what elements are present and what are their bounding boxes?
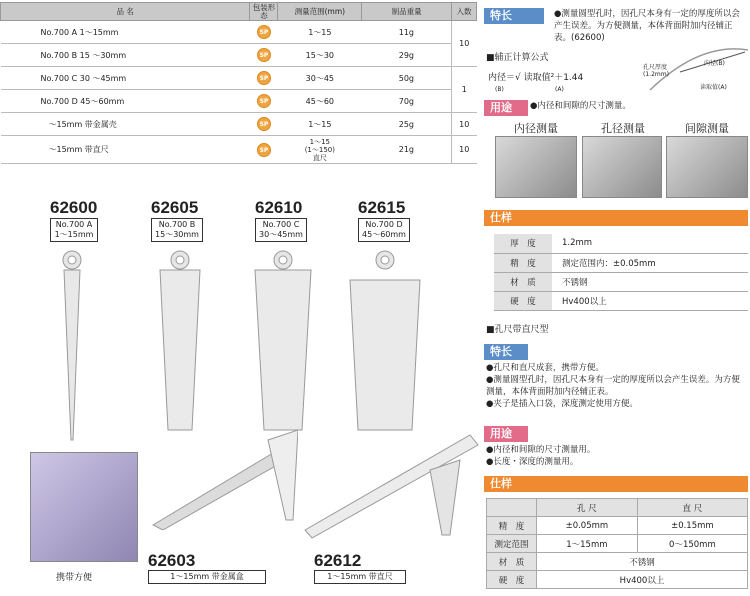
table-row: No.700 C 30 ～45mm SP 30～45 50g 1 — [1, 67, 477, 90]
tool-label: No.700 A 1～15mm — [50, 218, 98, 242]
use-text: ●内径和间隙的尺寸测量。 — [530, 101, 631, 111]
formula-b: (B) — [495, 86, 504, 93]
table-row: No.700 A 1～15mm SP 1～15 11g 10 — [1, 21, 477, 44]
use2-text: ●内径和间隙的尺寸测量用。 ●长度・深度的测量用。 — [486, 445, 596, 467]
feature2-text: ●孔尺和直尺成套，携带方便。 ●测量圆型孔时，因孔尺本身有一定的厚度所以会产生误差。为方便测量，本体背面附加内径辅正表。 ●夹子是插入口袋，深度测定使用方便。 — [486, 363, 740, 409]
section2-title: ■孔尺带直尺型 — [486, 325, 549, 335]
sp-badge-icon: SP — [257, 48, 271, 62]
photo-inner-measure — [495, 136, 577, 198]
formula-a: (A) — [555, 86, 564, 93]
spec2-table: 孔 尺 直 尺 精 度 ±0.05mm ±0.15mm 测定范围 1～15mm 0～150mm 材 质 不锈钢 硬 度 Hv400以上 — [486, 498, 748, 589]
photo-label: 间隙测量 — [685, 122, 729, 135]
tool-label: No.700 C 30～45mm — [255, 218, 307, 242]
tool-label: 1～15mm 带直尺 — [314, 570, 406, 584]
feature-text: ●测量圆型孔时，因孔尺本身有一定的厚度所以会产生误差。为方便测量，本体背面附加内径辅正表。(62600) — [554, 9, 740, 43]
gauge-d-icon — [350, 251, 420, 430]
table-row: ～15mm 带直尺 SP 1～15 (1～150) 直尺 21g 10 — [1, 136, 477, 164]
table-row: No.700 B 15 ～30mm SP 15～30 29g — [1, 44, 477, 67]
col-pack: 包装形态 — [250, 3, 278, 21]
spec2-header: 仕样 — [484, 476, 748, 492]
tool-code: 62605 — [151, 198, 199, 217]
feature-header: 特长 — [484, 8, 544, 24]
photo-gap-measure — [666, 136, 748, 198]
tool-code: 62603 — [148, 551, 196, 570]
tool-label: 1～15mm 带金属盒 — [148, 570, 266, 584]
col-name: 品 名 — [1, 3, 250, 21]
gauge-c-icon — [255, 251, 311, 430]
tool-label: No.700 B 15～30mm — [151, 218, 203, 242]
tool-code: 62610 — [255, 198, 303, 217]
tool-code: 62615 — [358, 198, 406, 217]
sp-badge-icon: SP — [257, 117, 271, 131]
diagram-label: 孔尺厚度(1.2mm) — [643, 64, 669, 78]
product-table — [0, 2, 477, 164]
col-range: 测量范围(mm) — [278, 3, 362, 21]
formula-title: ■辅正计算公式 — [486, 53, 549, 63]
table-row: No.700 D 45～60mm SP 45～60 70g — [1, 90, 477, 113]
diagram-label: 读取值(A) — [700, 84, 727, 91]
gauge-a-icon — [63, 251, 81, 440]
diagram-label: 内径(B) — [704, 60, 725, 67]
use-header: 用途 — [484, 100, 528, 116]
spec-table: 厚 度 1.2mm 精 度 测定范围内：±0.05mm 材 质 不锈钢 硬 度 Hv400以上 — [494, 234, 748, 311]
sp-badge-icon: SP — [257, 71, 271, 85]
sp-badge-icon: SP — [257, 94, 271, 108]
gauge-metal-case-icon — [148, 420, 298, 530]
photo-hole-measure — [582, 136, 662, 198]
tool-code: 62612 — [314, 551, 362, 570]
table-row: ～15mm 带金属壳 SP 1～15 25g 10 — [1, 113, 477, 136]
tool-code: 62600 — [50, 198, 98, 217]
formula: 内径＝√ 读取值²＋1.44 — [488, 73, 584, 83]
feature2-header: 特长 — [484, 344, 528, 360]
carry-photo — [30, 452, 138, 562]
col-qty: 入数 — [452, 3, 477, 21]
col-weight: 制品重量 — [362, 3, 452, 21]
tool-label: No.700 D 45～60mm — [358, 218, 410, 242]
spec-header: 仕样 — [484, 210, 748, 226]
photo-label: 内径测量 — [514, 122, 558, 135]
sp-badge-icon: SP — [257, 143, 271, 157]
use2-header: 用途 — [484, 426, 528, 442]
gauge-b-icon — [160, 251, 200, 430]
photo-label: 孔径测量 — [601, 122, 645, 135]
sp-badge-icon: SP — [257, 25, 271, 39]
carry-label: 携带方便 — [56, 573, 93, 583]
gauge-with-ruler-icon — [300, 430, 480, 540]
